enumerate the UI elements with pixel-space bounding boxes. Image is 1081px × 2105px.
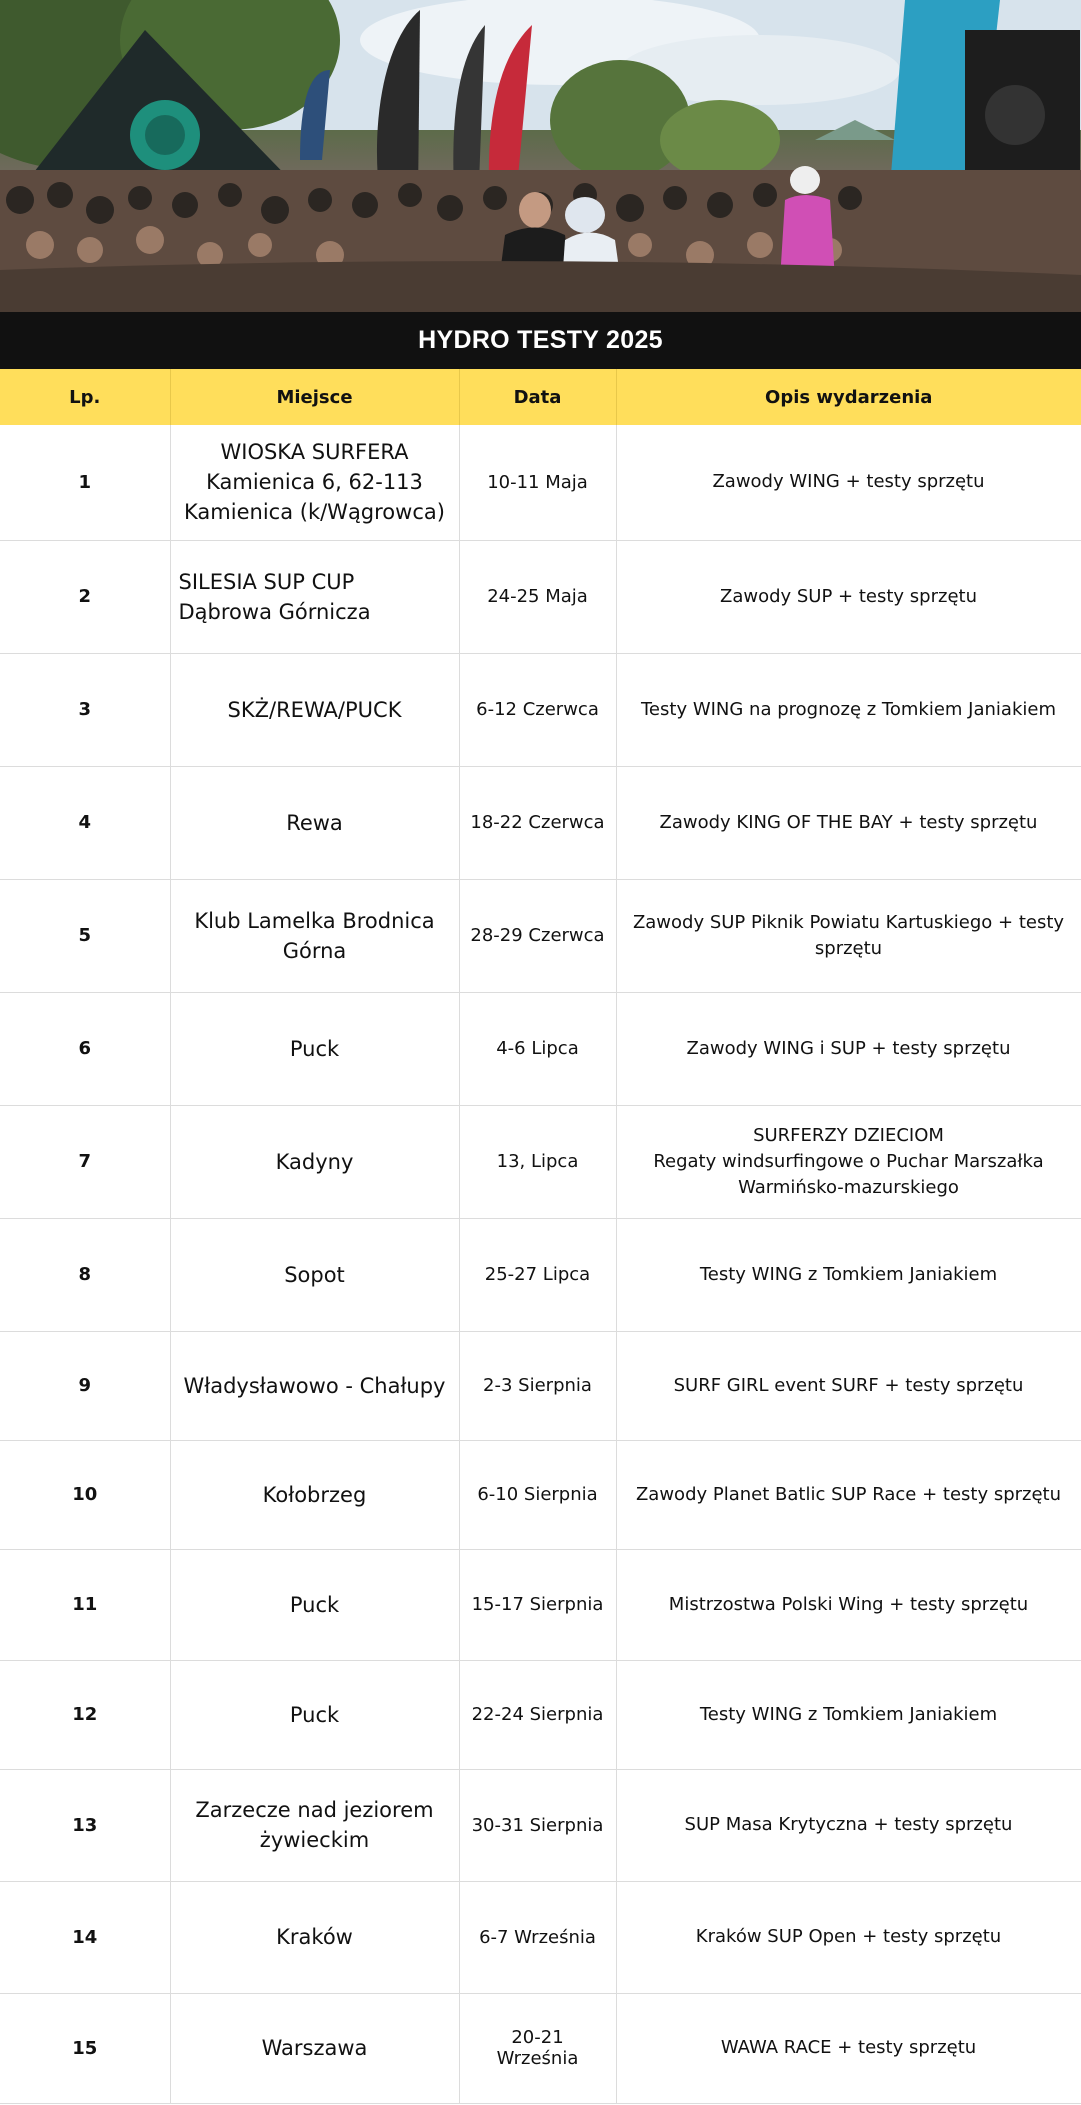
row-number: 3 xyxy=(0,653,170,766)
row-description xyxy=(616,1549,1081,1660)
description-line: Testy WING z Tomkiem Janiakiem xyxy=(699,1703,998,1725)
row-number: 6 xyxy=(0,992,170,1105)
description-line: Zawody WING i SUP + testy sprzętu xyxy=(686,1037,1011,1059)
table-row xyxy=(0,1440,1081,1549)
header-lp: Lp. xyxy=(0,369,170,425)
header-description: Opis wydarzenia xyxy=(616,369,1081,425)
row-description xyxy=(616,1218,1081,1331)
row-description xyxy=(616,1660,1081,1769)
row-description xyxy=(616,992,1081,1105)
row-date: 10-11 Maja xyxy=(459,425,616,540)
row-place: Kraków xyxy=(170,1881,459,1993)
row-number: 11 xyxy=(0,1549,170,1660)
row-description xyxy=(616,1440,1081,1549)
hero-illustration xyxy=(0,0,1081,312)
row-date: 13, Lipca xyxy=(459,1105,616,1218)
row-date: 4-6 Lipca xyxy=(459,992,616,1105)
header-place: Miejsce xyxy=(170,369,459,425)
row-place: Kołobrzeg xyxy=(170,1440,459,1549)
table-row xyxy=(0,425,1081,540)
row-number: 2 xyxy=(0,540,170,653)
row-number: 9 xyxy=(0,1331,170,1440)
row-number: 15 xyxy=(0,1993,170,2103)
description-line: Testy WING na prognozę z Tomkiem Janiakiem xyxy=(641,698,1056,720)
table-row xyxy=(0,1881,1081,1993)
row-number: 14 xyxy=(0,1881,170,1993)
row-description xyxy=(616,653,1081,766)
description-line: SUP Masa Krytyczna + testy sprzętu xyxy=(684,1814,1013,1835)
row-place: Warszawa xyxy=(170,1993,459,2103)
row-date: 2-3 Sierpnia xyxy=(459,1331,616,1440)
hero-photo xyxy=(0,0,1081,312)
row-date: 25-27 Lipca xyxy=(459,1218,616,1331)
row-place: SKŻ/REWA/PUCK xyxy=(170,653,459,766)
description-line: Zawody KING OF THE BAY + testy sprzętu xyxy=(659,811,1038,833)
table-row xyxy=(0,653,1081,766)
row-description xyxy=(616,1105,1081,1218)
table-row xyxy=(0,540,1081,653)
description-line: SURFERZY DZIECIOM xyxy=(753,1124,944,1146)
description-line: Zawody SUP + testy sprzętu xyxy=(719,585,977,607)
table-row xyxy=(0,1993,1081,2103)
row-date: 30-31 Sierpnia xyxy=(459,1769,616,1881)
row-place: Zarzecze nad jeziorem żywieckim xyxy=(170,1769,459,1881)
row-description xyxy=(616,879,1081,992)
header-date: Data xyxy=(459,369,616,425)
description-line: SURF GIRL event SURF + testy sprzętu xyxy=(673,1374,1024,1396)
row-date: 6-7 Września xyxy=(459,1881,616,1993)
row-place: Puck xyxy=(170,992,459,1105)
row-number: 7 xyxy=(0,1105,170,1218)
description-line: Regaty windsurfingowe o Puchar Marszałka Warmińsko-mazurskiego xyxy=(653,1150,1044,1198)
description-line: Mistrzostwa Polski Wing + testy sprzętu xyxy=(668,1593,1029,1615)
description-line: Zawody WING + testy sprzętu xyxy=(712,471,985,493)
row-place: SILESIA SUP CUP Dąbrowa Górnicza xyxy=(170,540,459,653)
row-number: 10 xyxy=(0,1440,170,1549)
row-number: 1 xyxy=(0,425,170,540)
table-row xyxy=(0,1218,1081,1331)
row-description xyxy=(616,1881,1081,1993)
row-place: Rewa xyxy=(170,766,459,879)
table-row xyxy=(0,992,1081,1105)
row-number: 8 xyxy=(0,1218,170,1331)
row-place: Klub Lamelka Brodnica Górna xyxy=(170,879,459,992)
row-number: 12 xyxy=(0,1660,170,1769)
row-place: Sopot xyxy=(170,1218,459,1331)
row-date: 28-29 Czerwca xyxy=(459,879,616,992)
table-row xyxy=(0,1660,1081,1769)
row-date: 20-21 Września xyxy=(459,1993,616,2103)
page-title: HYDRO TESTY 2025 xyxy=(0,312,1081,369)
table-row xyxy=(0,766,1081,879)
row-description xyxy=(616,1993,1081,2103)
row-number: 4 xyxy=(0,766,170,879)
description-line: Zawody SUP Piknik Powiatu Kartuskiego + testy sprzętu xyxy=(632,911,1065,959)
row-description xyxy=(616,766,1081,879)
row-place: Władysławowo - Chałupy xyxy=(170,1331,459,1440)
row-place: Puck xyxy=(170,1660,459,1769)
table-row xyxy=(0,1549,1081,1660)
row-number: 13 xyxy=(0,1769,170,1881)
row-place: Puck xyxy=(170,1549,459,1660)
row-description xyxy=(616,1769,1081,1881)
table-header-row xyxy=(0,369,1081,425)
row-date: 18-22 Czerwca xyxy=(459,766,616,879)
table-row xyxy=(0,1769,1081,1881)
row-description xyxy=(616,1331,1081,1440)
row-date: 22-24 Sierpnia xyxy=(459,1660,616,1769)
table-row xyxy=(0,1331,1081,1440)
row-place: WIOSKA SURFERA Kamienica 6, 62-113 Kamienica (k/Wągrowca) xyxy=(170,425,459,540)
row-description xyxy=(616,425,1081,540)
description-line: Kraków SUP Open + testy sprzętu xyxy=(695,1926,1002,1947)
description-line: Zawody Planet Batlic SUP Race + testy sprzętu xyxy=(635,1483,1062,1505)
row-date: 6-10 Sierpnia xyxy=(459,1440,616,1549)
row-date: 24-25 Maja xyxy=(459,540,616,653)
row-number: 5 xyxy=(0,879,170,992)
description-line: WAWA RACE + testy sprzętu xyxy=(720,2037,977,2058)
row-description xyxy=(616,540,1081,653)
row-date: 6-12 Czerwca xyxy=(459,653,616,766)
row-place: Kadyny xyxy=(170,1105,459,1218)
description-line: Testy WING z Tomkiem Janiakiem xyxy=(699,1263,998,1285)
row-date: 15-17 Sierpnia xyxy=(459,1549,616,1660)
events-table xyxy=(0,369,1081,2104)
table-row xyxy=(0,879,1081,992)
table-row xyxy=(0,1105,1081,1218)
